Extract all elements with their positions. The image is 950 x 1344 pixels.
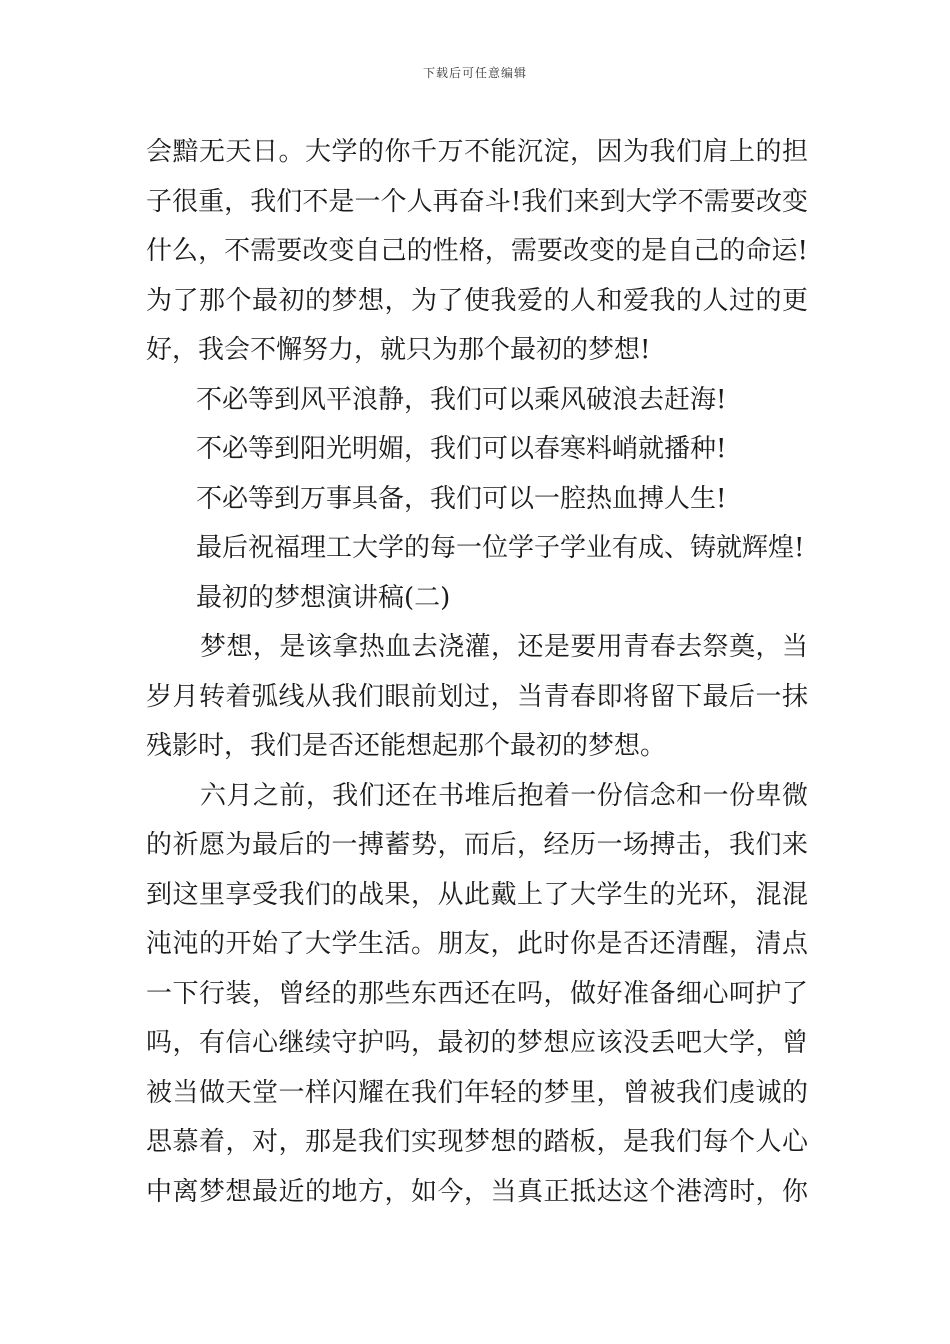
blessing-line: 最后祝福理工大学的每一位学子学业有成、铸就辉煌! [196, 533, 805, 563]
text-line: 岁月转着弧线从我们眼前划过，当青春即将留下最后一抹 [146, 681, 808, 712]
text-line: 子很重，我们不是一个人再奋斗!我们来到大学不需要改变 [146, 186, 808, 217]
text-line: 吗，有信心继续守护吗，最初的梦想应该没丢吧大学，曾 [146, 1028, 808, 1058]
text-line: 六月之前，我们还在书堆后抱着一份信念和一份卑微 [200, 780, 808, 811]
text-line: 沌沌的开始了大学生活。朋友，此时你是否还清醒，清点 [146, 929, 808, 959]
text-line: 被当做天堂一样闪耀在我们年轻的梦里，曾被我们虔诚的 [146, 1077, 808, 1108]
text-line: 思慕着，对，那是我们实现梦想的踏板，是我们每个人心 [146, 1127, 808, 1157]
slogan-line: 不必等到阳光明媚，我们可以春寒料峭就播种! [196, 434, 727, 464]
text-line: 为了那个最初的梦想，为了使我爱的人和爱我的人过的更 [146, 285, 808, 316]
slogan-line: 不必等到万事具备，我们可以一腔热血搏人生! [196, 483, 727, 514]
page-header: 下载后可任意编辑 [422, 66, 527, 80]
slogan-line: 不必等到风平浪静，我们可以乘风破浪去赶海! [196, 384, 727, 415]
text-line: 好，我会不懈努力，就只为那个最初的梦想! [146, 335, 651, 365]
text-line: 到这里享受我们的战果，从此戴上了大学生的光环，混混 [146, 879, 808, 910]
text-line: 会黯无天日。大学的你千万不能沉淀，因为我们肩上的担 [146, 137, 808, 167]
text-line: 残影时，我们是否还能想起那个最初的梦想。 [146, 731, 667, 761]
text-line: 一下行装，曾经的那些东西还在吗，做好准备细心呵护了 [146, 978, 808, 1009]
text-line: 什么，不需要改变自己的性格，需要改变的是自己的命运! [146, 236, 808, 266]
document-body [146, 128, 808, 1217]
text-line: 梦想，是该拿热血去浇灌，还是要用青春去祭奠，当 [200, 632, 808, 662]
section-title: 最初的梦想演讲稿(二) [196, 582, 451, 613]
text-line: 的祈愿为最后的一搏蓄势，而后，经历一场搏击，我们来 [146, 830, 808, 860]
text-line: 中离梦想最近的地方，如今，当真正抵达这个港湾时，你 [146, 1176, 808, 1207]
